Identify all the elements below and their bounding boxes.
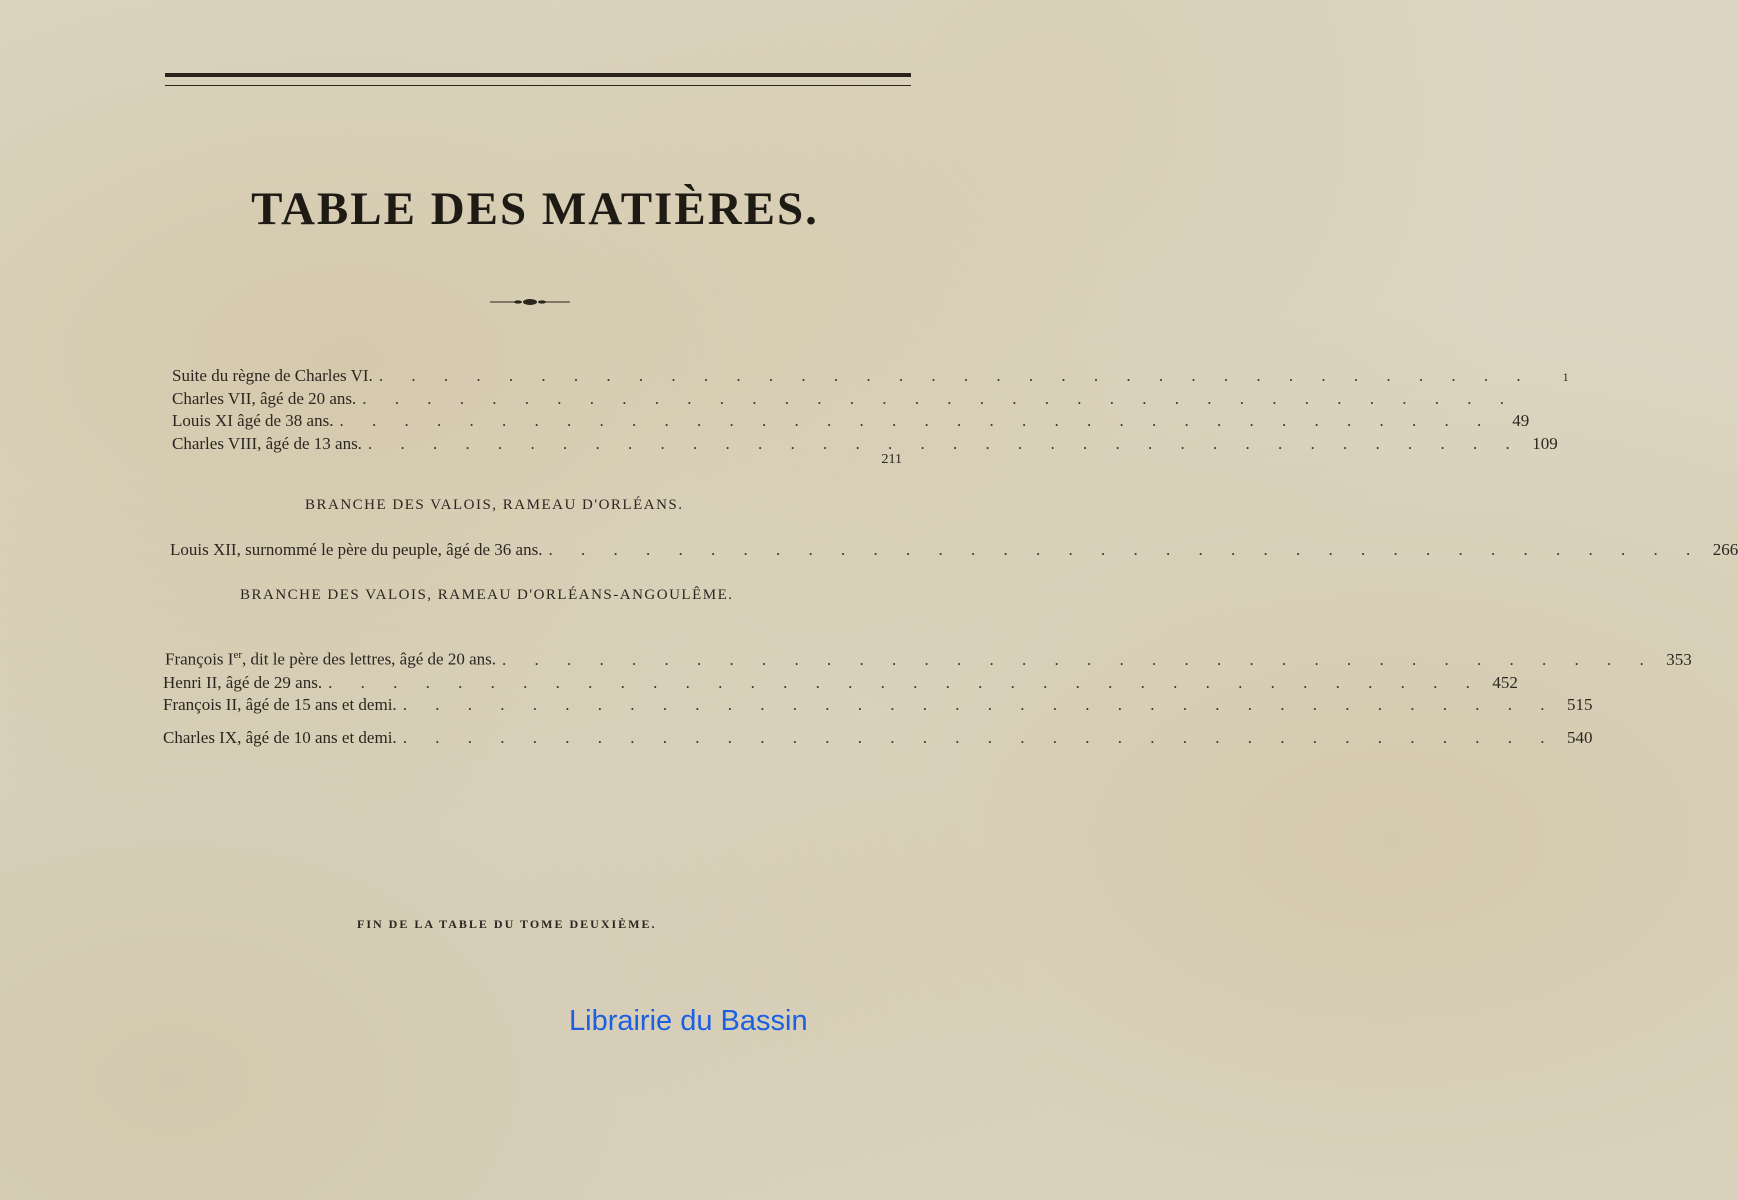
toc-entry [172, 411, 1530, 431]
toc-entry-page: 540 [1566, 728, 1593, 747]
toc-entry-page: 49 [1512, 411, 1530, 430]
section-heading-angouleme: BRANCHE DES VALOIS, RAMEAU D'ORLÉANS-ANGOULÊME. [240, 587, 734, 603]
end-note: FIN DE LA TABLE DU TOME DEUXIÈME. [357, 917, 657, 931]
toc-entry [172, 434, 1558, 454]
toc-entry-label: Louis XII, surnommé le père du peuple, âgé de 36 ans. [170, 540, 543, 559]
toc-entry-label: François II, âgé de 15 ans et demi. [163, 695, 397, 714]
toc-entry-page: 515 [1566, 695, 1593, 714]
dot-leader: . . . . . . . . . . . . . . . . . . . . . . . . . . . . . . . . . . . . [362, 389, 1517, 408]
ornament-divider-icon [490, 296, 570, 308]
toc-entry-label: Charles VIII, âgé de 13 ans. [172, 434, 362, 453]
dot-leader: . . . . . . . . . . . . . . . . . . . . . . . . . . . . . . . . . . . . [548, 540, 1703, 559]
dot-leader: . . . . . . . . . . . . . . . . . . . . . . . . . . . . . . . . . . . . [378, 366, 1533, 385]
section-heading-orleans: BRANCHE DES VALOIS, RAMEAU D'ORLÉANS. [305, 497, 684, 513]
dot-leader: . . . . . . . . . . . . . . . . . . . . . . . . . . . . . . . . . . . . [402, 728, 1557, 747]
toc-entry-label-sup: er [233, 649, 243, 662]
top-rule-thick [165, 73, 911, 77]
toc-entry-page: 1 [1562, 370, 1569, 384]
toc-entry [170, 540, 1738, 560]
toc-entry-label-suffix: , dit le père des lettres, âgé de 20 ans. [242, 650, 496, 669]
dot-leader: . . . . . . . . . . . . . . . . . . . . . . . . . . . . . . . . . . . . [367, 434, 1522, 453]
page-title: TABLE DES MATIÈRES. [251, 183, 819, 235]
dot-leader: . . . . . . . . . . . . . . . . . . . . . . . . . . . . . . . . . . . . [339, 411, 1494, 430]
watermark-text: Librairie du Bassin [569, 1005, 808, 1037]
toc-entry-page: 109 [1532, 434, 1558, 453]
top-rule-thin [165, 85, 911, 86]
toc-entry-label: Henri II, âgé de 29 ans. [163, 673, 323, 692]
dot-leader: . . . . . . . . . . . . . . . . . . . . . . . . . . . . . . . . . . . . [328, 673, 1482, 692]
toc-entry-label-prefix: François I [165, 650, 234, 669]
toc-entry [172, 366, 1569, 386]
toc-entry [172, 389, 1517, 409]
toc-entry-page-only [840, 452, 902, 468]
toc-entry-label: Charles IX, âgé de 10 ans et demi. [163, 728, 397, 747]
toc-entry-label: Suite du règne de Charles VI. [172, 366, 373, 385]
toc-entry-label: Louis XI âgé de 38 ans. [172, 411, 334, 430]
dot-leader: . . . . . . . . . . . . . . . . . . . . . . . . . . . . . . . . . . . . [402, 695, 1557, 714]
dot-leader: . . . . . . . . . . . . . . . . . . . . . . . . . . . . . . . . . . . . [501, 650, 1656, 669]
toc-entry-page: 211 [881, 452, 902, 467]
toc-entry-label: Charles VII, âgé de 20 ans. [172, 389, 357, 408]
toc-entry-page: 452 [1492, 673, 1518, 692]
toc-entry-page: 353 [1666, 650, 1692, 669]
toc-entry-page: 266 [1712, 540, 1738, 559]
